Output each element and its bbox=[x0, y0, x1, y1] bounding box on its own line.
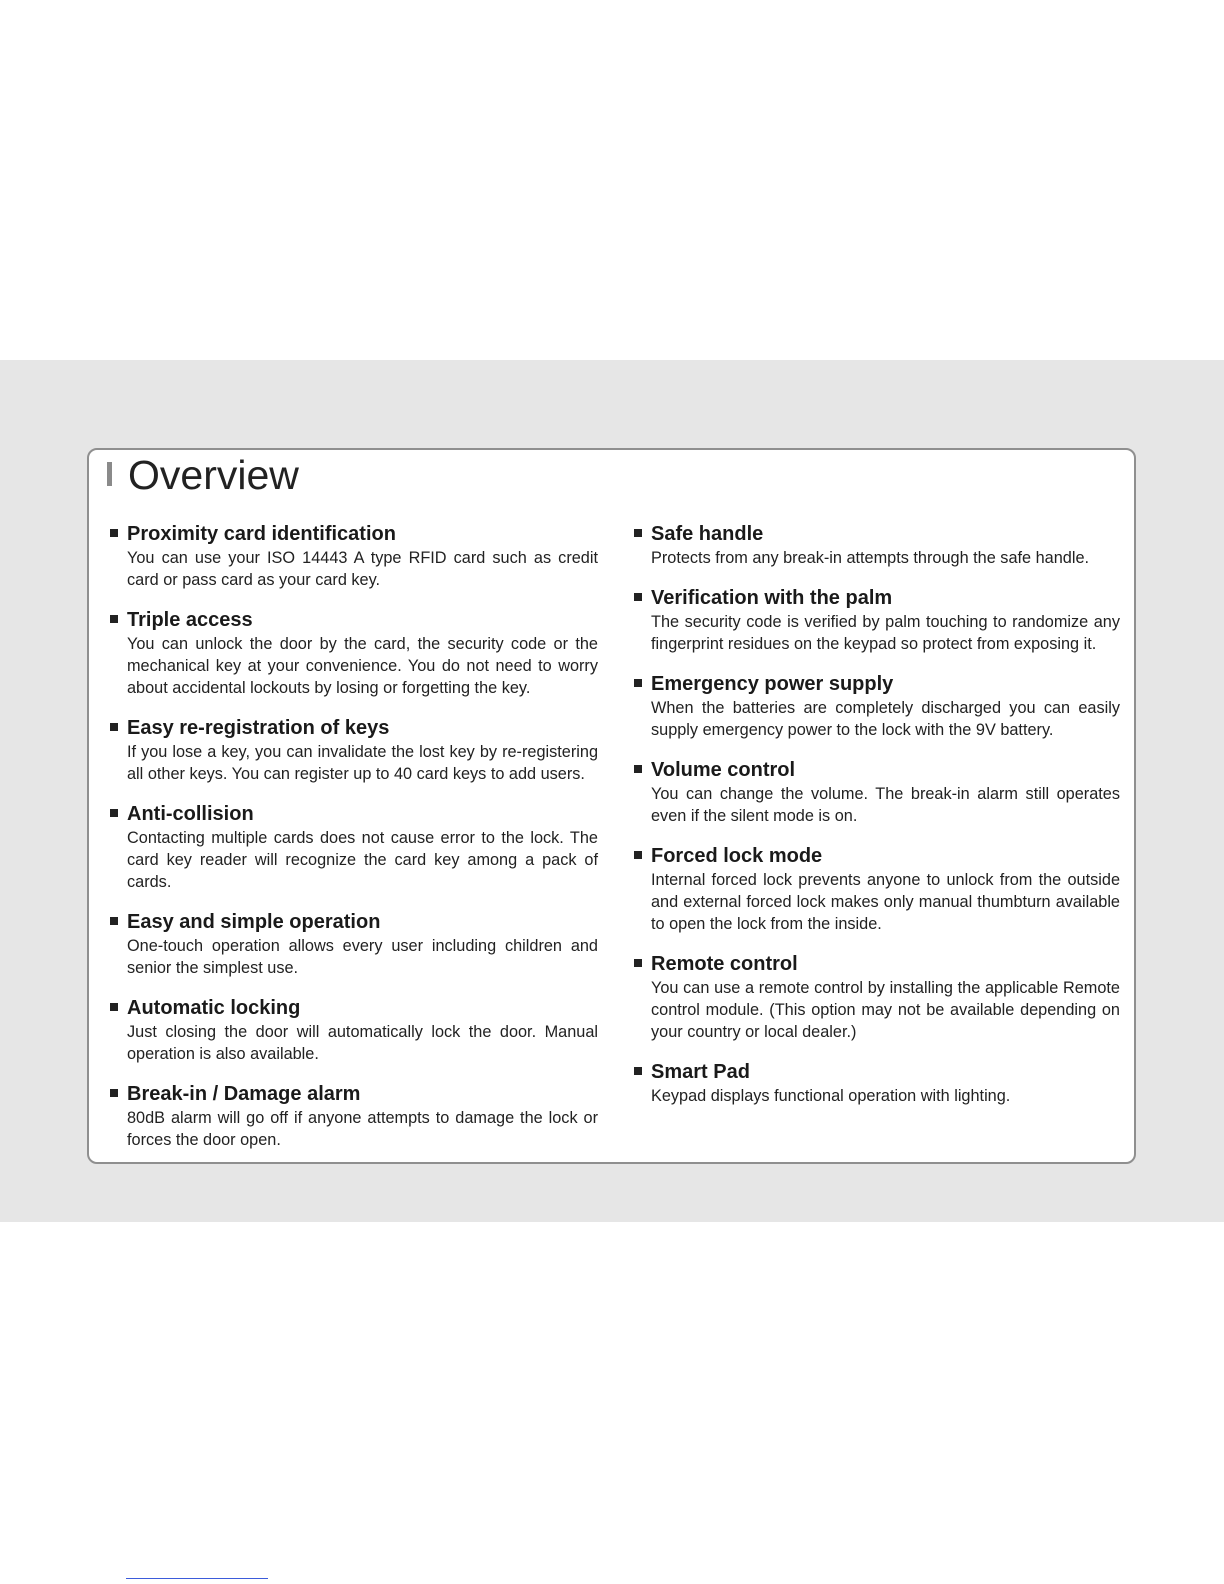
square-bullet-icon bbox=[110, 615, 118, 623]
square-bullet-icon bbox=[110, 723, 118, 731]
feature-title: Verification with the palm bbox=[651, 587, 893, 609]
feature-item bbox=[634, 1060, 1120, 1107]
right-feature-column bbox=[634, 522, 1120, 1124]
feature-description: Protects from any break-in attempts through the safe handle. bbox=[651, 549, 1090, 567]
feature-description: You can use your ISO 14443 A type RFID card such as credit card or pass card as your card key. bbox=[127, 549, 598, 589]
square-bullet-icon bbox=[110, 809, 118, 817]
feature-description: The security code is verified by palm touching to randomize any fingerprint residues on the keypad so protect from exposing it. bbox=[651, 613, 1120, 653]
feature-title: Forced lock mode bbox=[651, 845, 823, 867]
square-bullet-icon bbox=[110, 1089, 118, 1097]
feature-item bbox=[110, 522, 598, 591]
feature-title: Automatic locking bbox=[127, 997, 301, 1019]
feature-item bbox=[110, 996, 598, 1065]
feature-description: You can change the volume. The break-in alarm still operates even if the silent mode is on. bbox=[651, 785, 1120, 825]
feature-item bbox=[110, 608, 598, 699]
section-title: Overview bbox=[128, 452, 299, 498]
feature-title: Triple access bbox=[127, 609, 253, 631]
feature-title: Emergency power supply bbox=[651, 673, 894, 695]
feature-title: Remote control bbox=[651, 953, 798, 975]
feature-item bbox=[110, 910, 598, 979]
feature-description: Internal forced lock prevents anyone to unlock from the outside and external forced lock makes only manual thumbturn available to open the lock from the inside. bbox=[651, 871, 1120, 933]
square-bullet-icon bbox=[110, 1003, 118, 1011]
feature-description: You can use a remote control by installing the applicable Remote control module. (This option may not be available depending on your country or local dealer.) bbox=[651, 979, 1120, 1041]
square-bullet-icon bbox=[110, 917, 118, 925]
square-bullet-icon bbox=[634, 593, 642, 601]
feature-item bbox=[110, 716, 598, 785]
feature-item bbox=[634, 844, 1120, 935]
square-bullet-icon bbox=[634, 851, 642, 859]
feature-description: 80dB alarm will go off if anyone attempts to damage the lock or forces the door open. bbox=[127, 1109, 598, 1149]
feature-title: Break-in / Damage alarm bbox=[127, 1083, 361, 1105]
square-bullet-icon bbox=[110, 529, 118, 537]
feature-description: Contacting multiple cards does not cause error to the lock. The card key reader will recognize the card key among a pack of cards. bbox=[127, 829, 598, 891]
feature-title: Smart Pad bbox=[651, 1061, 750, 1083]
feature-title: Proximity card identification bbox=[127, 523, 396, 545]
left-feature-column bbox=[110, 522, 598, 1168]
feature-item bbox=[634, 522, 1120, 569]
feature-item bbox=[634, 586, 1120, 655]
feature-item bbox=[634, 672, 1120, 741]
feature-title: Easy and simple operation bbox=[127, 911, 381, 933]
square-bullet-icon bbox=[634, 529, 642, 537]
feature-title: Easy re-registration of keys bbox=[127, 717, 390, 739]
square-bullet-icon bbox=[634, 679, 642, 687]
square-bullet-icon bbox=[634, 765, 642, 773]
title-accent-bar bbox=[107, 462, 112, 486]
feature-item bbox=[110, 1082, 598, 1151]
feature-item bbox=[634, 758, 1120, 827]
feature-description: You can unlock the door by the card, the security code or the mechanical key at your convenience. You do not need to worry about accidental lockouts by losing or forgetting the key. bbox=[127, 635, 598, 697]
feature-item bbox=[634, 952, 1120, 1043]
feature-description: Keypad displays functional operation with lighting. bbox=[651, 1087, 1011, 1105]
feature-item bbox=[110, 802, 598, 893]
feature-title: Anti-collision bbox=[127, 803, 254, 825]
feature-title: Safe handle bbox=[651, 523, 764, 545]
feature-description: One-touch operation allows every user including children and senior the simplest use. bbox=[127, 937, 598, 977]
square-bullet-icon bbox=[634, 1067, 642, 1075]
feature-description: If you lose a key, you can invalidate the lost key by re-registering all other keys. You can register up to 40 card keys to add users. bbox=[127, 743, 598, 783]
feature-description: When the batteries are completely discharged you can easily supply emergency power to the lock with the 9V battery. bbox=[651, 699, 1120, 739]
square-bullet-icon bbox=[634, 959, 642, 967]
footer-rule bbox=[126, 1578, 268, 1579]
feature-title: Volume control bbox=[651, 759, 796, 781]
feature-description: Just closing the door will automatically lock the door. Manual operation is also available. bbox=[127, 1023, 598, 1063]
